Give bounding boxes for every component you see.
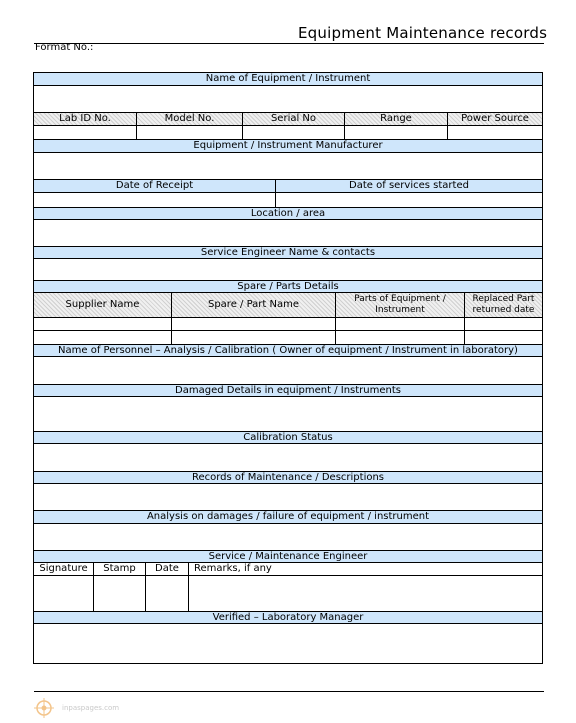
damage-analysis-field[interactable] bbox=[34, 524, 542, 550]
personnel-field[interactable] bbox=[34, 357, 542, 384]
model-no-field[interactable] bbox=[137, 126, 243, 139]
serial-no-field[interactable] bbox=[243, 126, 345, 139]
service-engineer-field[interactable] bbox=[34, 259, 542, 280]
damage-analysis-header: Analysis on damages / failure of equipment / instrument bbox=[34, 510, 542, 524]
title-divider bbox=[34, 43, 544, 44]
damaged-details-header: Damaged Details in equipment / Instruments bbox=[34, 384, 542, 397]
signature-field[interactable] bbox=[34, 576, 93, 611]
maintenance-form bbox=[33, 72, 543, 664]
date-field[interactable] bbox=[146, 576, 188, 611]
manufacturer-field[interactable] bbox=[34, 153, 542, 179]
maintenance-records-field[interactable] bbox=[34, 484, 542, 510]
lab-id-header: Lab ID No. bbox=[34, 113, 137, 125]
date-receipt-header: Date of Receipt bbox=[34, 180, 276, 192]
engineer-table bbox=[34, 563, 542, 611]
footer-site-text: inpaspages.com bbox=[62, 704, 120, 712]
dates-value-row bbox=[34, 193, 542, 207]
date-column bbox=[146, 563, 189, 611]
spare-part-name-field[interactable] bbox=[172, 318, 336, 344]
location-header: Location / area bbox=[34, 207, 542, 220]
parts-of-equipment-header: Parts of Equipment / Instrument bbox=[336, 293, 465, 317]
id-columns-header-row bbox=[34, 112, 542, 126]
stamp-field[interactable] bbox=[94, 576, 145, 611]
model-no-header: Model No. bbox=[137, 113, 243, 125]
verified-field[interactable] bbox=[34, 624, 542, 663]
dates-header-row bbox=[34, 179, 542, 193]
target-icon bbox=[34, 697, 60, 719]
replaced-part-returned-field[interactable] bbox=[465, 318, 542, 344]
serial-no-header: Serial No bbox=[243, 113, 345, 125]
parts-of-equipment-field[interactable] bbox=[336, 318, 465, 344]
id-columns-value-row bbox=[34, 126, 542, 139]
signature-column bbox=[34, 563, 94, 611]
stamp-column bbox=[94, 563, 146, 611]
maintenance-records-header: Records of Maintenance / Descriptions bbox=[34, 471, 542, 484]
equipment-name-header: Name of Equipment / Instrument bbox=[34, 73, 542, 86]
replaced-part-returned-header: Replaced Part returned date bbox=[472, 294, 535, 315]
power-source-header: Power Source bbox=[461, 113, 529, 124]
spare-details-header: Spare / Parts Details bbox=[34, 280, 542, 293]
maintenance-engineer-header: Service / Maintenance Engineer bbox=[34, 550, 542, 563]
date-receipt-field[interactable] bbox=[34, 193, 276, 207]
calibration-status-header: Calibration Status bbox=[34, 431, 542, 444]
signature-header: Signature bbox=[34, 563, 93, 576]
location-field[interactable] bbox=[34, 220, 542, 246]
verified-header: Verified – Laboratory Manager bbox=[34, 611, 542, 624]
spare-part-name-header: Spare / Part Name bbox=[172, 293, 336, 317]
date-services-header: Date of services started bbox=[349, 180, 469, 191]
range-field[interactable] bbox=[345, 126, 448, 139]
supplier-name-field[interactable] bbox=[34, 318, 172, 344]
equipment-name-field[interactable] bbox=[34, 86, 542, 112]
service-engineer-header: Service Engineer Name & contacts bbox=[34, 246, 542, 259]
calibration-status-field[interactable] bbox=[34, 444, 542, 471]
footer-divider bbox=[34, 691, 544, 692]
lab-id-field[interactable] bbox=[34, 126, 137, 139]
personnel-header: Name of Personnel – Analysis / Calibration ( Owner of equipment / Instrument in laboratory) bbox=[34, 344, 542, 357]
page-title: Equipment Maintenance records bbox=[298, 24, 548, 42]
format-number-label: Format No.: bbox=[35, 42, 94, 53]
manufacturer-header: Equipment / Instrument Manufacturer bbox=[34, 139, 542, 153]
range-header: Range bbox=[345, 113, 448, 125]
date-services-field[interactable] bbox=[276, 193, 542, 207]
remarks-field[interactable] bbox=[189, 576, 542, 611]
damaged-details-field[interactable] bbox=[34, 397, 542, 431]
supplier-name-header: Supplier Name bbox=[34, 293, 172, 317]
spare-row-divider bbox=[34, 330, 542, 331]
remarks-column bbox=[189, 563, 542, 611]
spare-columns-header-row bbox=[34, 293, 542, 318]
spare-value-rows bbox=[34, 318, 542, 344]
remarks-header: Remarks, if any bbox=[189, 563, 542, 576]
date-header: Date bbox=[146, 563, 188, 576]
power-source-field[interactable] bbox=[448, 126, 542, 139]
stamp-header: Stamp bbox=[94, 563, 145, 576]
